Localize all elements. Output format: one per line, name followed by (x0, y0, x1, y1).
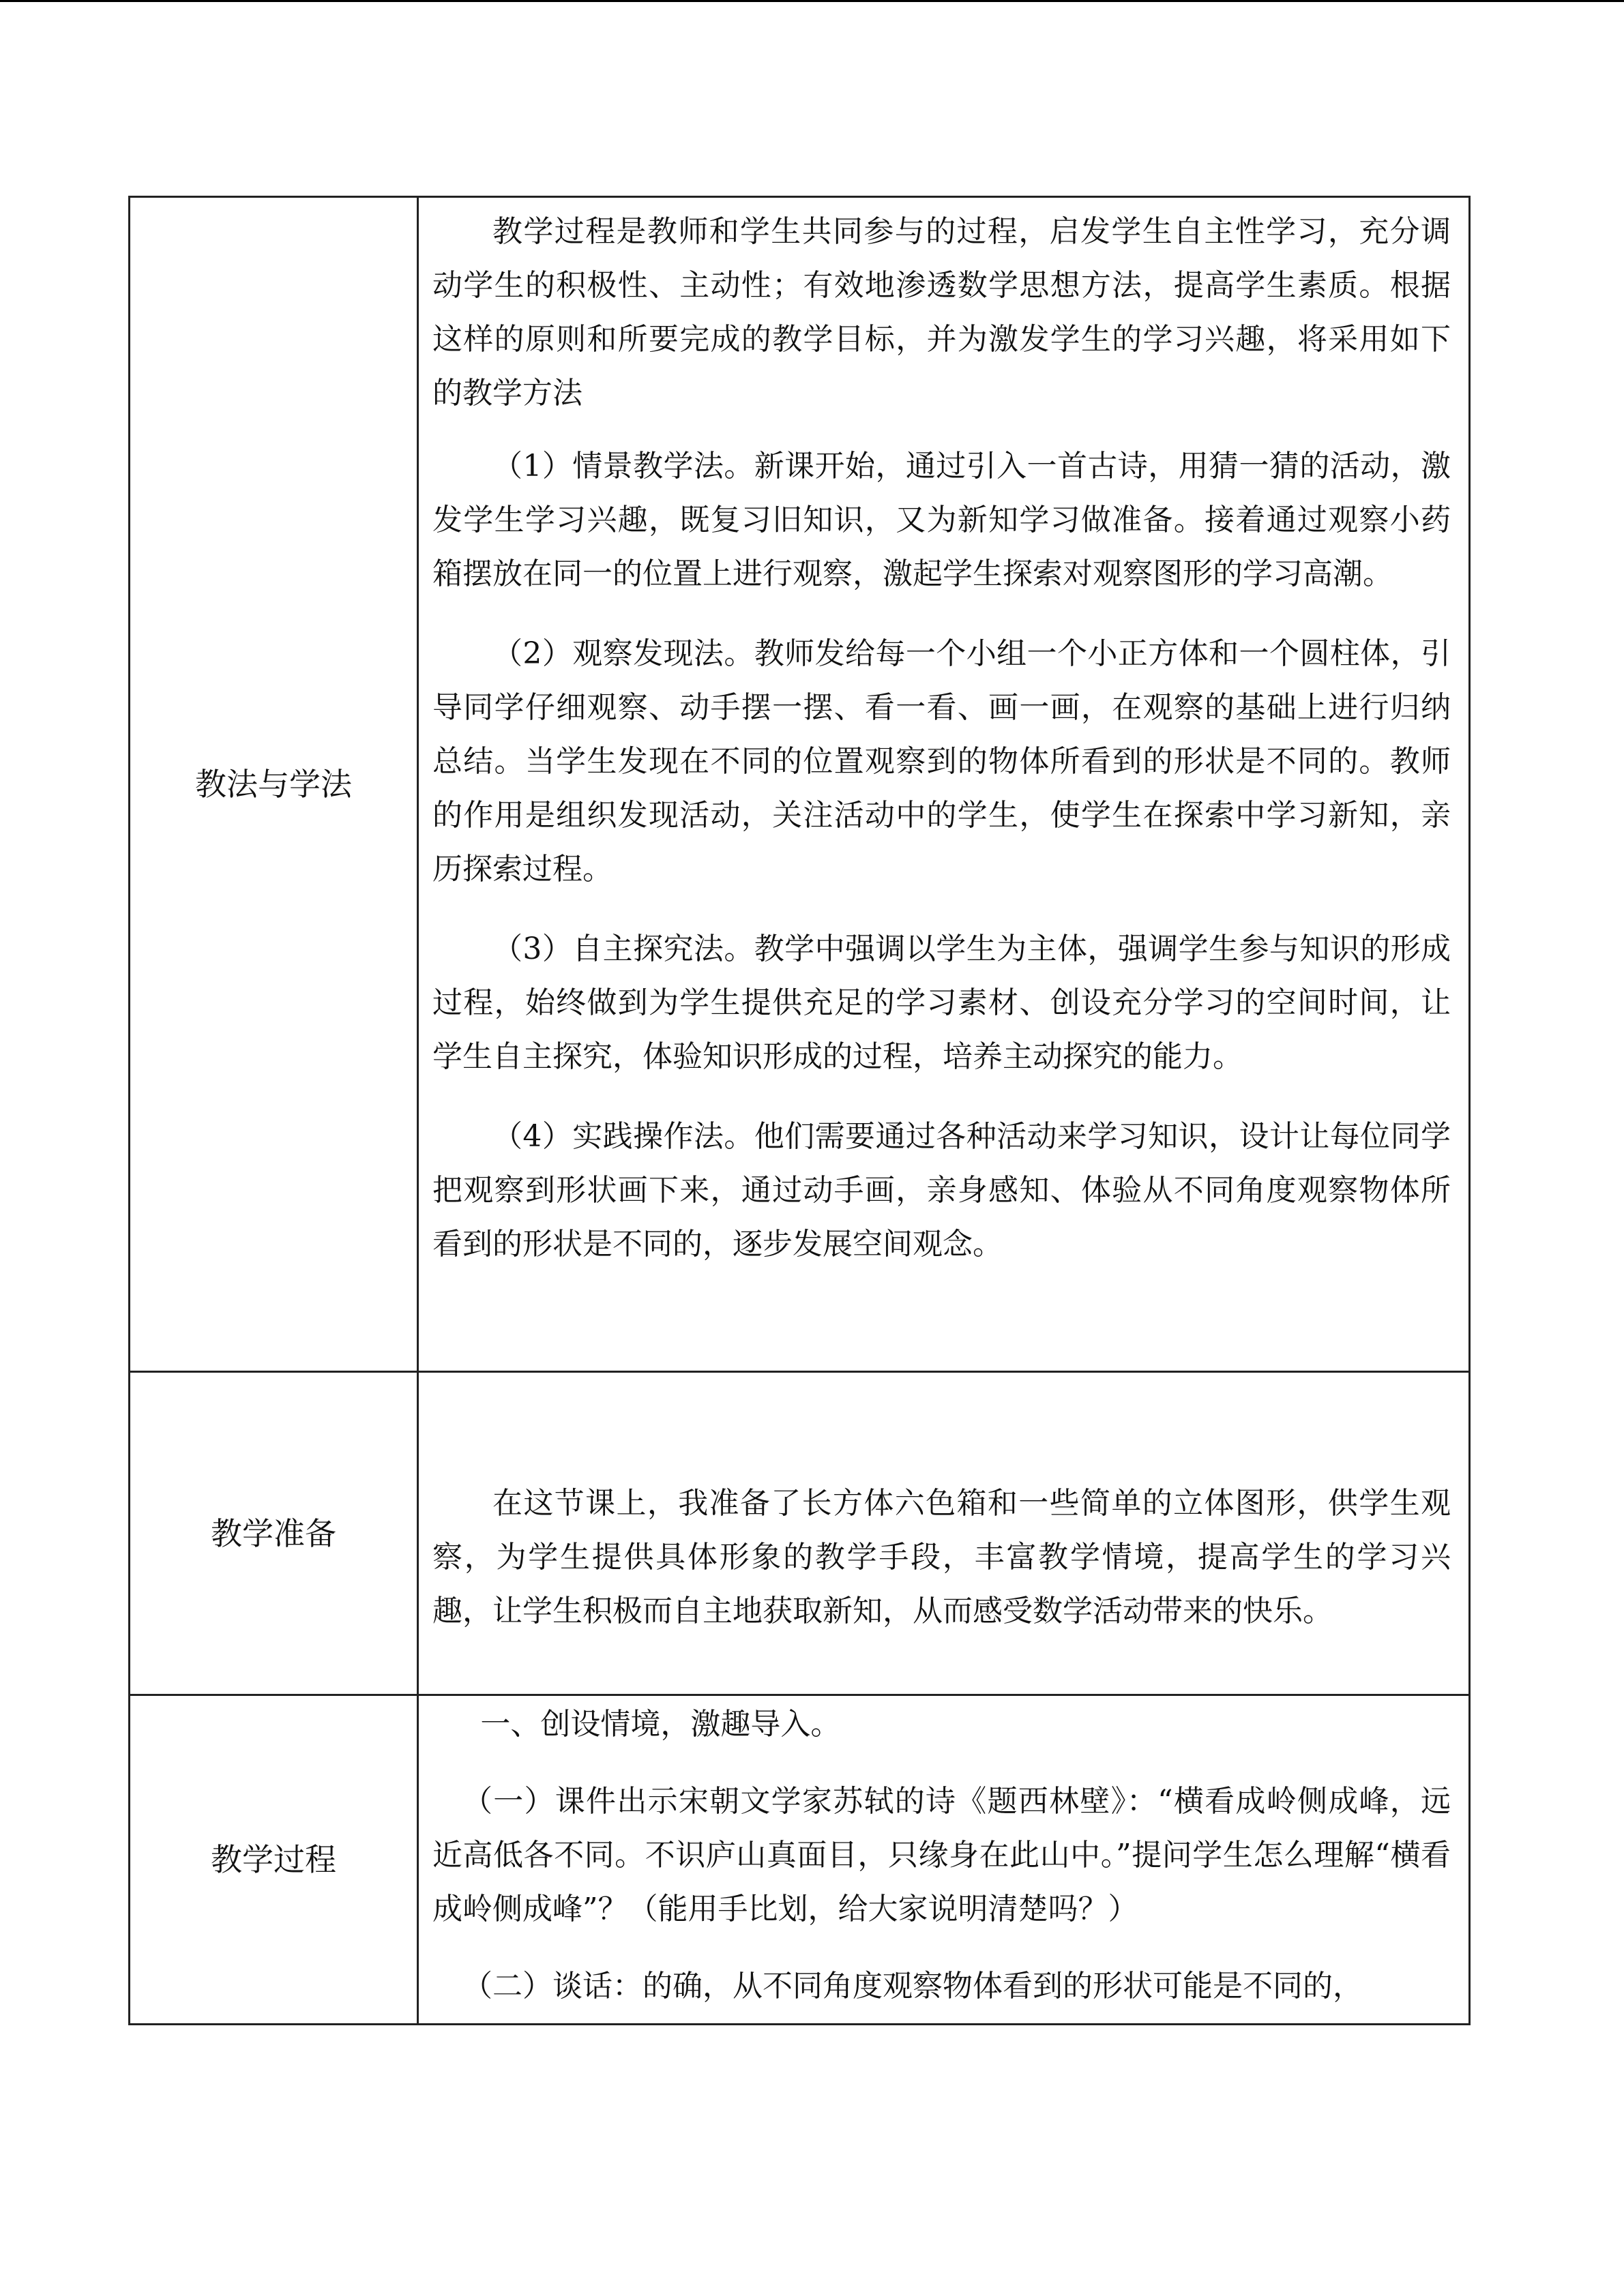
table-row-process (130, 1695, 1470, 2025)
paragraph: 一、创设情境，激趣导入。 (480, 1707, 841, 1742)
paragraph: （二）谈话：的确，从不同角度观察物体看到的形状可能是不同的， (462, 1969, 1363, 2003)
row-content-process (418, 1695, 1470, 2025)
paragraph: 在这节课上，我准备了长方体六色箱和一些简单的立体图形，供学生观察，为学生提供具体形象的教学手段，丰富教学情境，提高学生的学习兴趣，让学生积极而自主地获取新知，从而感受数学活动带来的快乐。 (432, 1486, 1451, 1628)
row-label-methods: 教法与学法 (130, 197, 418, 1372)
lesson-plan-table (128, 196, 1471, 2025)
paragraph: （1）情景教学法。新课开始，通过引入一首古诗，用猜一猜的活动，激发学生学习兴趣，既复习旧知识，又为新知学习做准备。接着通过观察小药箱摆放在同一的位置上进行观察，激起学生探索对观察图形的学习高潮。 (432, 449, 1451, 591)
row-label-process: 教学过程 (130, 1695, 418, 2025)
row-label-preparation: 教学准备 (130, 1372, 418, 1695)
paragraph: （4）实践操作法。他们需要通过各种活动来学习知识，设计让每位同学把观察到形状画下来，通过动手画，亲身感知、体验从不同角度观察物体所看到的形状是不同的，逐步发展空间观念。 (432, 1119, 1451, 1262)
page-top-border (0, 0, 1624, 2)
paragraph: （2）观察发现法。教师发给每一个小组一个小正方体和一个圆柱体，引导同学仔细观察、动手摆一摆、看一看、画一画，在观察的基础上进行归纳总结。当学生发现在不同的位置观察到的物体所看到的形状是不同的。教师的作用是组织发现活动，关注活动中的学生，使学生在探索中学习新知，亲历探索过程。 (432, 636, 1451, 886)
row-content-methods (418, 197, 1470, 1372)
paragraph: （一）课件出示宋朝文学家苏轼的诗《题西林壁》：“横看成岭侧成峰，远近高低各不同。不识庐山真面目，只缘身在此山中。”提问学生怎么理解“横看成岭侧成峰”？（能用手比划，给大家说明清楚吗？） (432, 1784, 1451, 1926)
table-row-methods (130, 197, 1470, 1372)
table-row-preparation (130, 1372, 1470, 1695)
paragraph: （3）自主探究法。教学中强调以学生为主体，强调学生参与知识的形成过程，始终做到为学生提供充足的学习素材、创设充分学习的空间时间，让学生自主探究，体验知识形成的过程，培养主动探究的能力。 (432, 931, 1451, 1074)
paragraph: 教学过程是教师和学生共同参与的过程，启发学生自主性学习，充分调动学生的积极性、主动性；有效地渗透数学思想方法，提高学生素质。根据这样的原则和所要完成的教学目标，并为激发学生的学习兴趣，将采用如下的教学方法 (432, 214, 1451, 411)
row-content-preparation (418, 1372, 1470, 1695)
